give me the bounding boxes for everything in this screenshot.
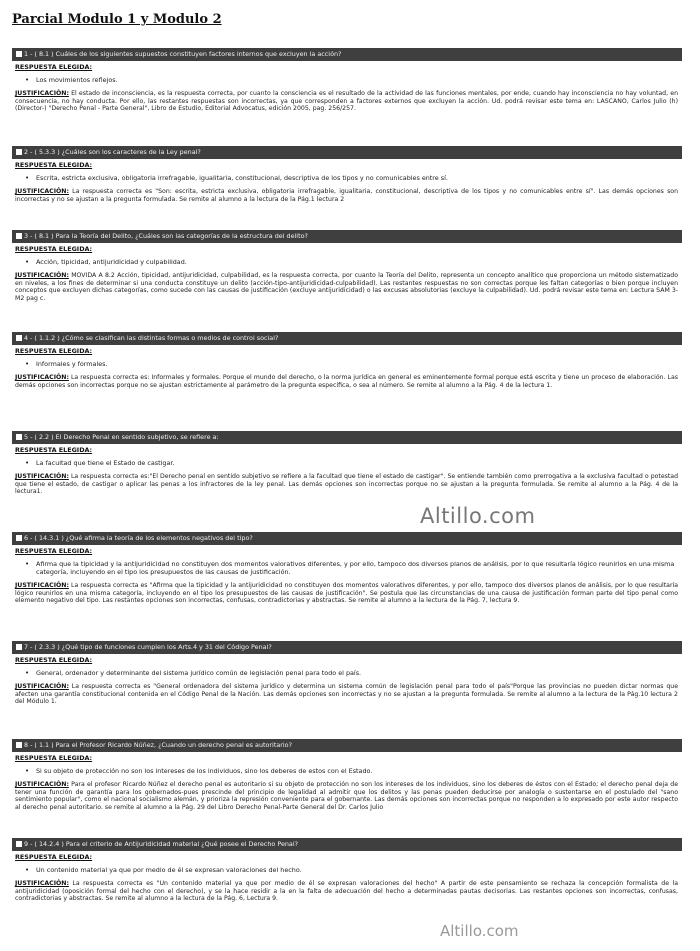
question-title: 7 - ( 2.3.3 ) ¿Qué tipo de funciones cumplen los Arts.4 y 31 del Código Penal? [24, 643, 272, 651]
checkbox-icon [16, 335, 22, 341]
justification-label: JUSTIFICACIÓN: [15, 90, 69, 97]
justification-text: La respuesta correcta es:"El Derecho penal en sentido subjetivo se refiere a la facultad que tiene el estado de castigar". Se entiende también como prerrogativa a la exclusiva facultad o potestad que tiene el estado, de castigar o aplicar las penas a los infractores de la ley penal. Las demás opciones son incorrectas porque no se ajustan a la pregunta formulada. Se remite al alumno a la Pág. 4 de la lectura1. [15, 473, 679, 496]
justification-label: JUSTIFICACIÓN: [15, 272, 69, 279]
question-block [12, 48, 682, 113]
question-block [12, 641, 682, 706]
justification-text: La respuesta correcta es "Un contenido material ya que por medio de él se expresan valoraciones del hecho" A partir de este pensamiento se rechaza la concepción formalista de la antijuridicidad (oposición formal del hecho con el derecho), y se la hace residir a la en la falta de adecuación del hecho a determinadas pautas decisorias. Las restantes opciones son incorrectas, confusas, contradictorias y abstractas. Se remite al alumno a la lectura de la Pág. 6, Lectura 9. [15, 880, 678, 903]
question-header [12, 431, 682, 444]
justification-label: JUSTIFICACIÓN: [15, 582, 69, 589]
question-block [12, 532, 682, 605]
question-title: 8 - ( 1.1 ) Para el Profesor Ricardo Núñez, ¿Cuando un derecho penal es autoritario? [24, 741, 292, 749]
justification-text: La respuesta correcta es "Afirma que la tipicidad y la antijuridicidad no constituyen dos momentos valorativos diferentes, y por ello, tampoco dos diversos planos de análisis, por lo que resultaría lógico reunirlos en una misma categoría, incluyendo en el tipo los presupuestos de las causas de justificación". Se postula que las circunstancias de una causa de justificación forman parte del tipo penal como elemento negativo del tipo. Las restantes opciones son incorrectas, confusas, contradictorias y abstractas. Se remite al alumno a la lectura de la Pág. 7, lectura 9. [15, 582, 679, 605]
response-label: RESPUESTA ELEGIDA: [15, 347, 93, 355]
response-label: RESPUESTA ELEGIDA: [15, 853, 93, 861]
justification [15, 582, 678, 605]
chosen-answer: • Escrita, estricta exclusiva, obligatoria irrefragable, igualitaria, constitucional, descriptiva de los tipos y no comunicables entre sí. [36, 174, 682, 182]
question-block [12, 146, 682, 203]
response-label: RESPUESTA ELEGIDA: [15, 754, 93, 762]
chosen-answer: • Un contenido material ya que por medio de él se expresan valoraciones del hecho. [36, 866, 682, 874]
chosen-answer: • Informales y formales. [36, 360, 682, 368]
question-title: 3 - ( 8.1 ) Para la Teoría del Delito, ¿Cuáles son las categorías de la estructura del delito? [24, 232, 308, 240]
response-label: RESPUESTA ELEGIDA: [15, 245, 93, 253]
question-block [12, 739, 682, 811]
justification-text: El estado de inconsciencia, es la respuesta correcta, por cuanto la consciencia es el resultado de la actividad de las funciones mentales, por ende, cuando hay inconsciencia no hay voluntad, en consecuencia, no hay conducta. Por ello, las restantes respuestas son incorrectas, ya que corresponden a factores externos que excluyen la acción. Ud. podrá revisar este tema en: LASCANO, Carlos Julio (h) (Director-) "Derecho Penal - Parte General", Libro de Estudio, Editorial Advocatus, edición 2005, pag. 256/257. [15, 90, 678, 113]
question-header [12, 146, 682, 159]
response-label: RESPUESTA ELEGIDA: [15, 656, 93, 664]
page-title: Parcial Modulo 1 y Modulo 2 [12, 12, 222, 27]
checkbox-icon [16, 51, 22, 57]
question-header [12, 739, 682, 752]
question-title: 4 - ( 1.1.2 ) ¿Cómo se clasifican las distintas formas o medios de control social? [24, 334, 279, 342]
question-header [12, 48, 682, 61]
question-block [12, 838, 682, 903]
question-block [12, 332, 682, 389]
chosen-answer: • La facultad que tiene el Estado de castigar. [36, 459, 682, 467]
response-label: RESPUESTA ELEGIDA: [15, 547, 93, 555]
justification [15, 781, 678, 811]
question-header [12, 838, 682, 851]
question-header [12, 641, 682, 654]
justification-text: MOVIDA A 8.2 Acción, tipicidad, antijuridicidad, culpabilidad, es la respuesta correcta, por cuanto la Teoría del Delito, representa un concepto analítico que proporciona un método sistematizado en niveles, a los fines de determinar si una conducta constituye un delito (acción-tipo-antijuridicidad-culpabilidad). Las restantes respuestas no son correctas porque les faltan categorías o bien porque incluyen conceptos que excluyen dichas categorías, como sucede con las causas de justificación (excluye antijuridicidad) o las excusas absolutorias (excluye la culpabilidad). Ud. podrá revisar este tema en: Lectura SAM 3-M2 pag c. [15, 272, 679, 302]
justification [15, 683, 678, 706]
checkbox-icon [16, 149, 22, 155]
question-header [12, 230, 682, 243]
response-label: RESPUESTA ELEGIDA: [15, 63, 93, 71]
justification-label: JUSTIFICACIÓN: [15, 781, 69, 788]
justification [15, 90, 678, 113]
justification-label: JUSTIFICACIÓN: [15, 473, 69, 480]
question-title: 2 - ( 5.3.3 ) ¿Cuáles son los caracteres de la Ley penal? [24, 148, 201, 156]
justification-label: JUSTIFICACIÓN: [15, 880, 69, 887]
chosen-answer: • Acción, tipicidad, antijuridicidad y culpabilidad. [36, 258, 682, 266]
response-label: RESPUESTA ELEGIDA: [15, 161, 93, 169]
justification-text: La respuesta correcta es "Son: escrita, estricta exclusiva, obligatoria irrefragable, igualitaria, constitucional, descriptiva de los tipos y no comunicables entre sí". Las demás opciones son incorrectas y no se ajustan a la pregunta formulada. Se remite al alumno a la lectura de la Pág.1 lectura 2 [15, 188, 678, 203]
question-block [12, 431, 682, 496]
checkbox-icon [16, 841, 22, 847]
justification [15, 880, 678, 903]
checkbox-icon [16, 742, 22, 748]
question-block [12, 230, 682, 302]
question-title: 1 - ( 8.1 ) Cuáles de los siguientes supuestos constituyen factores internos que excluyen la acción? [24, 50, 342, 58]
chosen-answer: • Si su objeto de protección no son los intereses de los individuos, sino los deberes de estos con el Estado. [36, 767, 682, 775]
justification-label: JUSTIFICACIÓN: [15, 683, 69, 690]
question-title: 5 - ( 2.2 ) El Derecho Penal en sentido subjetivo, se refiere a: [24, 433, 219, 441]
question-header [12, 332, 682, 345]
justification [15, 473, 678, 496]
question-title: 6 - ( 14.3.1 ) ¿Qué afirma la teoría de los elementos negativos del tipo? [24, 534, 253, 542]
watermark: Altillo.com [420, 504, 536, 528]
question-header [12, 532, 682, 545]
justification-text: La respuesta correcta es "General ordenadora del sistema jurídico y determina un sistema común de legislación penal para todo el país"Porque las provincias no pueden dictar normas que afecten una garantía constitucional contenida en el Código Penal de la Nación. Las demás opciones son incorrectas y no se ajustan a la pregunta formulada. Se remite al alumno a la lectura de la Pág.10 lectura 2 del Módulo 1. [15, 683, 679, 706]
checkbox-icon [16, 233, 22, 239]
justification-text: La respuesta correcta es: Informales y formales. Porque el mundo del derecho, o la norma jurídica en general es eminentemente formal porque está escrita y tiene un proceso de elaboración. Las demás opciones son incorrectas porque no se ajustan estrictamente al parámetro de la pregunta específica, o sea al número. Se remite al alumno a la Pág. 4 de la lectura 1. [15, 374, 678, 389]
justification [15, 188, 678, 203]
justification-text: Para el profesor Ricardo Núñez el derecho penal es autoritario si su objeto de protección no son los intereses de los individuos, sino los deberes de éstos con el Estado; el derecho penal deja de tener una función de garantía para los gobernados-pues prescinde del principio de legalidad al admitir que los delitos y las penas pueden deducirse por analogía o sustentarse en el postulado del "sano sentimiento popular", como el nacional socialismo alemán, y prioriza la represión conveniente para el gobernante. Las demás opciones son incorrectas porque no responden a lo expresado por este autor respecto al derecho penal autoritario. se remite al alumno a la Pág. 29 del Libro Derecho Penal-Parte General del Dr. Carlos Julio [15, 781, 679, 811]
question-title: 9 - ( 14.2.4 ) Para el criterio de Antijuridicidad material ¿Qué posee el Derecho Penal? [24, 840, 299, 848]
checkbox-icon [16, 535, 22, 541]
chosen-answer: • General, ordenador y determinante del sistema jurídico común de legislación penal para todo el país. [36, 669, 682, 677]
justification [15, 272, 678, 302]
checkbox-icon [16, 434, 22, 440]
response-label: RESPUESTA ELEGIDA: [15, 446, 93, 454]
justification [15, 374, 678, 389]
watermark: Altillo.com [440, 922, 519, 940]
chosen-answer: • Afirma que la tipicidad y la antijuridicidad no constituyen dos momentos valorativos diferentes, y por ello, tampoco dos diversos planos de análisis, por lo que resultaría lógico reunirlos en una misma categoría, incluyendo en el tipo los presupuestos de las causas de justificación. [36, 560, 682, 576]
checkbox-icon [16, 644, 22, 650]
chosen-answer: • Los movimientos reflejos. [36, 76, 682, 84]
justification-label: JUSTIFICACIÓN: [15, 188, 69, 195]
justification-label: JUSTIFICACIÓN: [15, 374, 69, 381]
